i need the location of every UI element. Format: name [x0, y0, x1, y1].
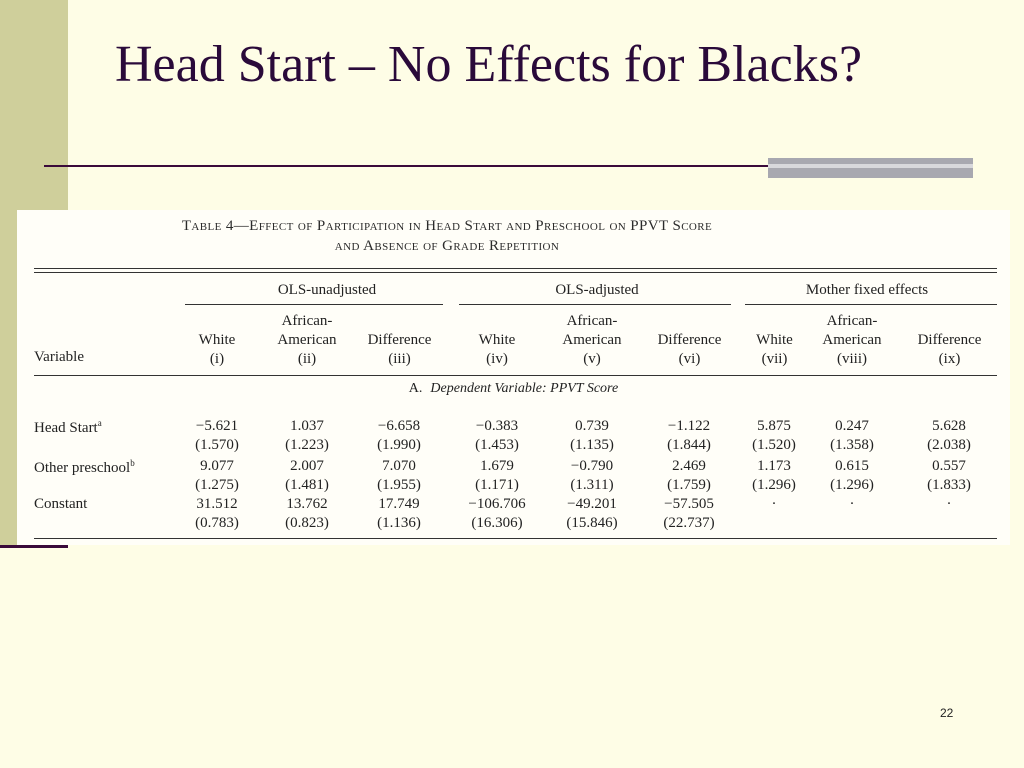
group-rule-2 — [459, 304, 731, 305]
table-cell: 0.615 — [835, 458, 869, 474]
title-underline-accent — [768, 158, 973, 178]
table-cell-se: (1.296) — [830, 477, 874, 493]
table-top-rule — [34, 268, 997, 269]
table-cell-se: (1.990) — [377, 437, 421, 453]
table-cell: −6.658 — [377, 418, 421, 434]
panel-letter: A. — [408, 381, 423, 396]
panel-a-label — [17, 381, 1010, 397]
title-underline — [44, 165, 806, 167]
table-cell-se: (0.783) — [195, 515, 239, 531]
table-cell: 9.077 — [200, 458, 234, 474]
table-cell: 0.557 — [932, 458, 966, 474]
table-cell: · — [771, 496, 777, 512]
table-cell: 1.037 — [290, 418, 324, 434]
column-header-v: African- American (v) — [562, 313, 622, 367]
table-cell: 0.739 — [575, 418, 609, 434]
table-cell-se: (1.453) — [475, 437, 519, 453]
table-cell-se: (1.135) — [570, 437, 614, 453]
table-cell: −106.706 — [468, 496, 526, 512]
group-rule-1 — [185, 304, 443, 305]
table-top-rule-double — [34, 272, 997, 273]
table-cell-se: (1.223) — [285, 437, 329, 453]
column-header-viii: African- American (viii) — [822, 313, 882, 367]
column-header-ii: African- American (ii) — [277, 313, 337, 367]
table-cell: 5.875 — [757, 418, 791, 434]
row-label-other-preschool: Other preschool$^b$ — [34, 458, 135, 476]
table-cell-se: (1.520) — [752, 437, 796, 453]
table-cell-se: (1.833) — [927, 477, 971, 493]
table-bottom-rule — [34, 538, 997, 539]
table-cell: 1.679 — [480, 458, 514, 474]
table-cell-se: (22.737) — [663, 515, 715, 531]
table-cell-se: (1.296) — [752, 477, 796, 493]
group-rule-3 — [745, 304, 997, 305]
table-caption-line-1: Table 4—Effect of Participation in Head Start and Preschool on PPVT Score — [181, 218, 713, 234]
table-cell: −49.201 — [567, 496, 617, 512]
table-cell-se: (1.358) — [830, 437, 874, 453]
table-cell: 1.173 — [757, 458, 791, 474]
table-image — [17, 210, 1010, 545]
table-cell: −0.383 — [475, 418, 519, 434]
panel-dependent-variable: Dependent Variable: PPVT Score — [430, 381, 619, 396]
column-header-vi: Difference (vi) — [657, 332, 722, 367]
table-cell-se: (1.844) — [667, 437, 711, 453]
column-header-i: White (i) — [198, 332, 236, 367]
table-cell: −0.790 — [570, 458, 614, 474]
row-label-head-start: Head Start$^a$ — [34, 418, 102, 436]
table-cell: 2.469 — [672, 458, 706, 474]
table-cell-se: (15.846) — [566, 515, 618, 531]
table-cell-se: (1.171) — [475, 477, 519, 493]
table-cell-se: (1.275) — [195, 477, 239, 493]
table-cell: 31.512 — [196, 496, 238, 512]
table-cell-se: (1.955) — [377, 477, 421, 493]
table-cell: 13.762 — [286, 496, 328, 512]
table-cell-se: (2.038) — [927, 437, 971, 453]
column-header-vii: White (vii) — [756, 332, 793, 367]
table-cell-se: (1.311) — [570, 477, 614, 493]
group-header-mother-fixed-effects: Mother fixed effects — [805, 282, 929, 298]
table-cell: 0.247 — [835, 418, 869, 434]
table-cell-se: (1.759) — [667, 477, 711, 493]
row-label-constant: Constant — [34, 496, 88, 512]
table-caption-line-2: and Absence of Grade Repetition — [334, 238, 560, 254]
table-cell: −5.621 — [195, 418, 239, 434]
table-cell-se: (1.136) — [377, 515, 421, 531]
slide-number: 22 — [940, 706, 954, 720]
column-header-iv: White (iv) — [478, 332, 516, 367]
variable-column-header: Variable — [34, 349, 84, 365]
slide-title: Head Start – No Effects for Blacks? — [115, 36, 863, 93]
column-header-iii: Difference (iii) — [367, 332, 432, 367]
table-cell: 7.070 — [382, 458, 416, 474]
table-cell-se: (0.823) — [285, 515, 329, 531]
table-cell-se: (1.570) — [195, 437, 239, 453]
table-cell: 5.628 — [932, 418, 966, 434]
table-caption — [17, 216, 877, 256]
header-bottom-rule — [34, 375, 997, 376]
table-cell: −57.505 — [664, 496, 714, 512]
table-cell: −1.122 — [667, 418, 711, 434]
group-header-ols-adjusted: OLS-adjusted — [555, 282, 639, 298]
table-cell-se: (16.306) — [471, 515, 523, 531]
table-cell: · — [849, 496, 855, 512]
column-header-ix: Difference (ix) — [917, 332, 982, 367]
left-accent-bar-tail — [0, 545, 68, 548]
table-cell: · — [946, 496, 952, 512]
table-cell: 2.007 — [290, 458, 324, 474]
table-cell-se: (1.481) — [285, 477, 329, 493]
table-cell: 17.749 — [378, 496, 420, 512]
group-header-ols-unadjusted: OLS-unadjusted — [277, 282, 377, 298]
